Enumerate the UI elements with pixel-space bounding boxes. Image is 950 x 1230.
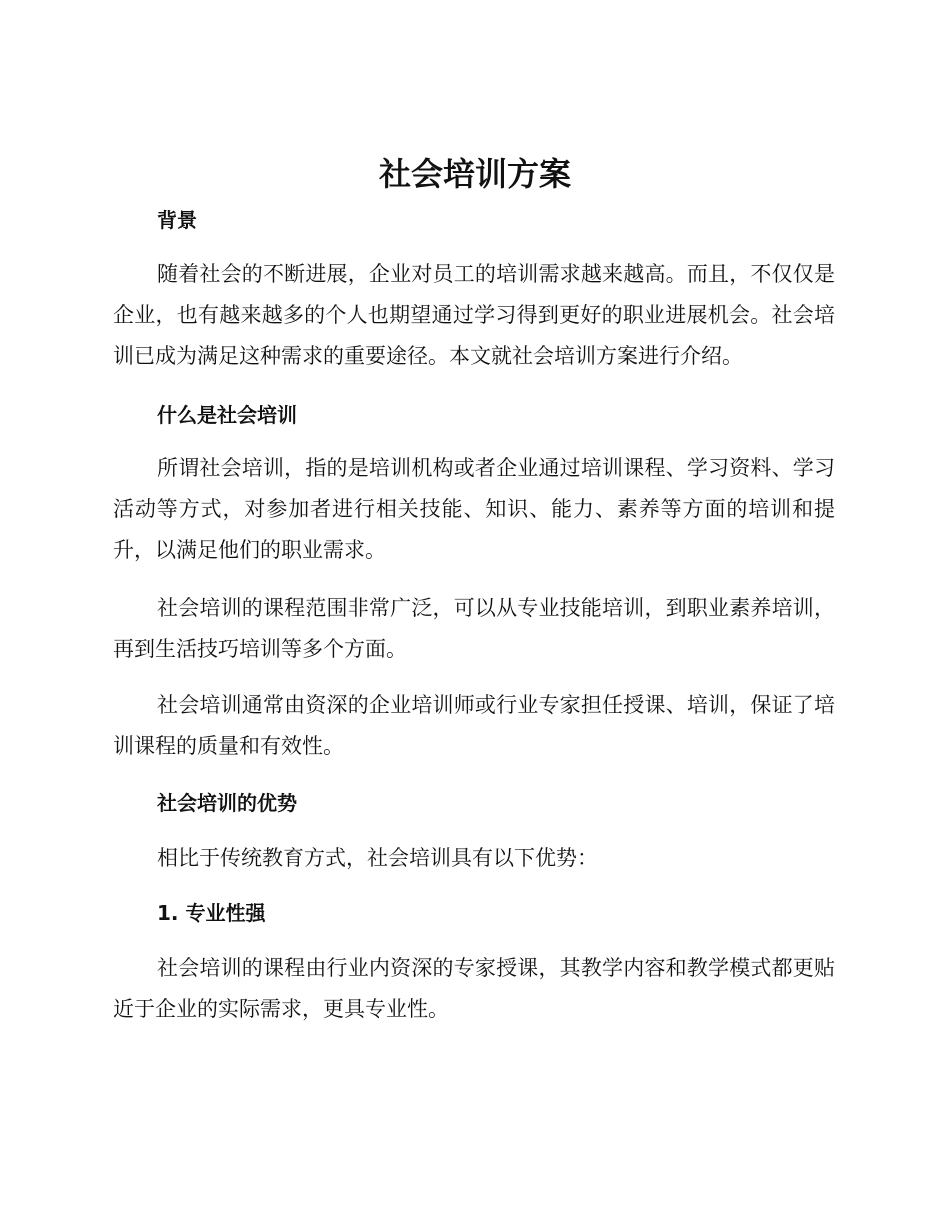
paragraph-definition: 所谓社会培训，指的是培训机构或者企业通过培训课程、学习资料、学习活动等方式，对参加者进行相关技能、知识、能力、素养等方面的培训和提升，以满足他们的职业需求。: [113, 456, 835, 562]
paragraph-instructors: 社会培训通常由资深的企业培训师或行业专家担任授课、培训，保证了培训课程的质量和有效性。: [113, 693, 835, 758]
document-title: 社会培训方案: [378, 155, 571, 193]
section-heading-what-is: 什么是社会培训: [157, 403, 297, 427]
paragraph-advantages-intro: 相比于传统教育方式，社会培训具有以下优势：: [157, 846, 598, 870]
paragraph-background: 随着社会的不断进展，企业对员工的培训需求越来越高。而且，不仅仅是企业，也有越来越多的个人也期望通过学习得到更好的职业进展机会。社会培训已成为满足这种需求的重要途径。本文就社会培训方案进行介绍。: [113, 262, 835, 368]
section-heading-advantages: 社会培训的优势: [157, 791, 297, 815]
paragraph-professional: 社会培训的课程由行业内资深的专家授课，其教学内容和教学模式都更贴近于企业的实际需求，更具专业性。: [113, 956, 835, 1021]
paragraph-course-scope: 社会培训的课程范围非常广泛，可以从专业技能培训，到职业素养培训，再到生活技巧培训等多个方面。: [113, 596, 835, 661]
section-heading-professional: 1. 专业性强: [157, 901, 266, 925]
section-heading-background: 背景: [157, 208, 197, 232]
